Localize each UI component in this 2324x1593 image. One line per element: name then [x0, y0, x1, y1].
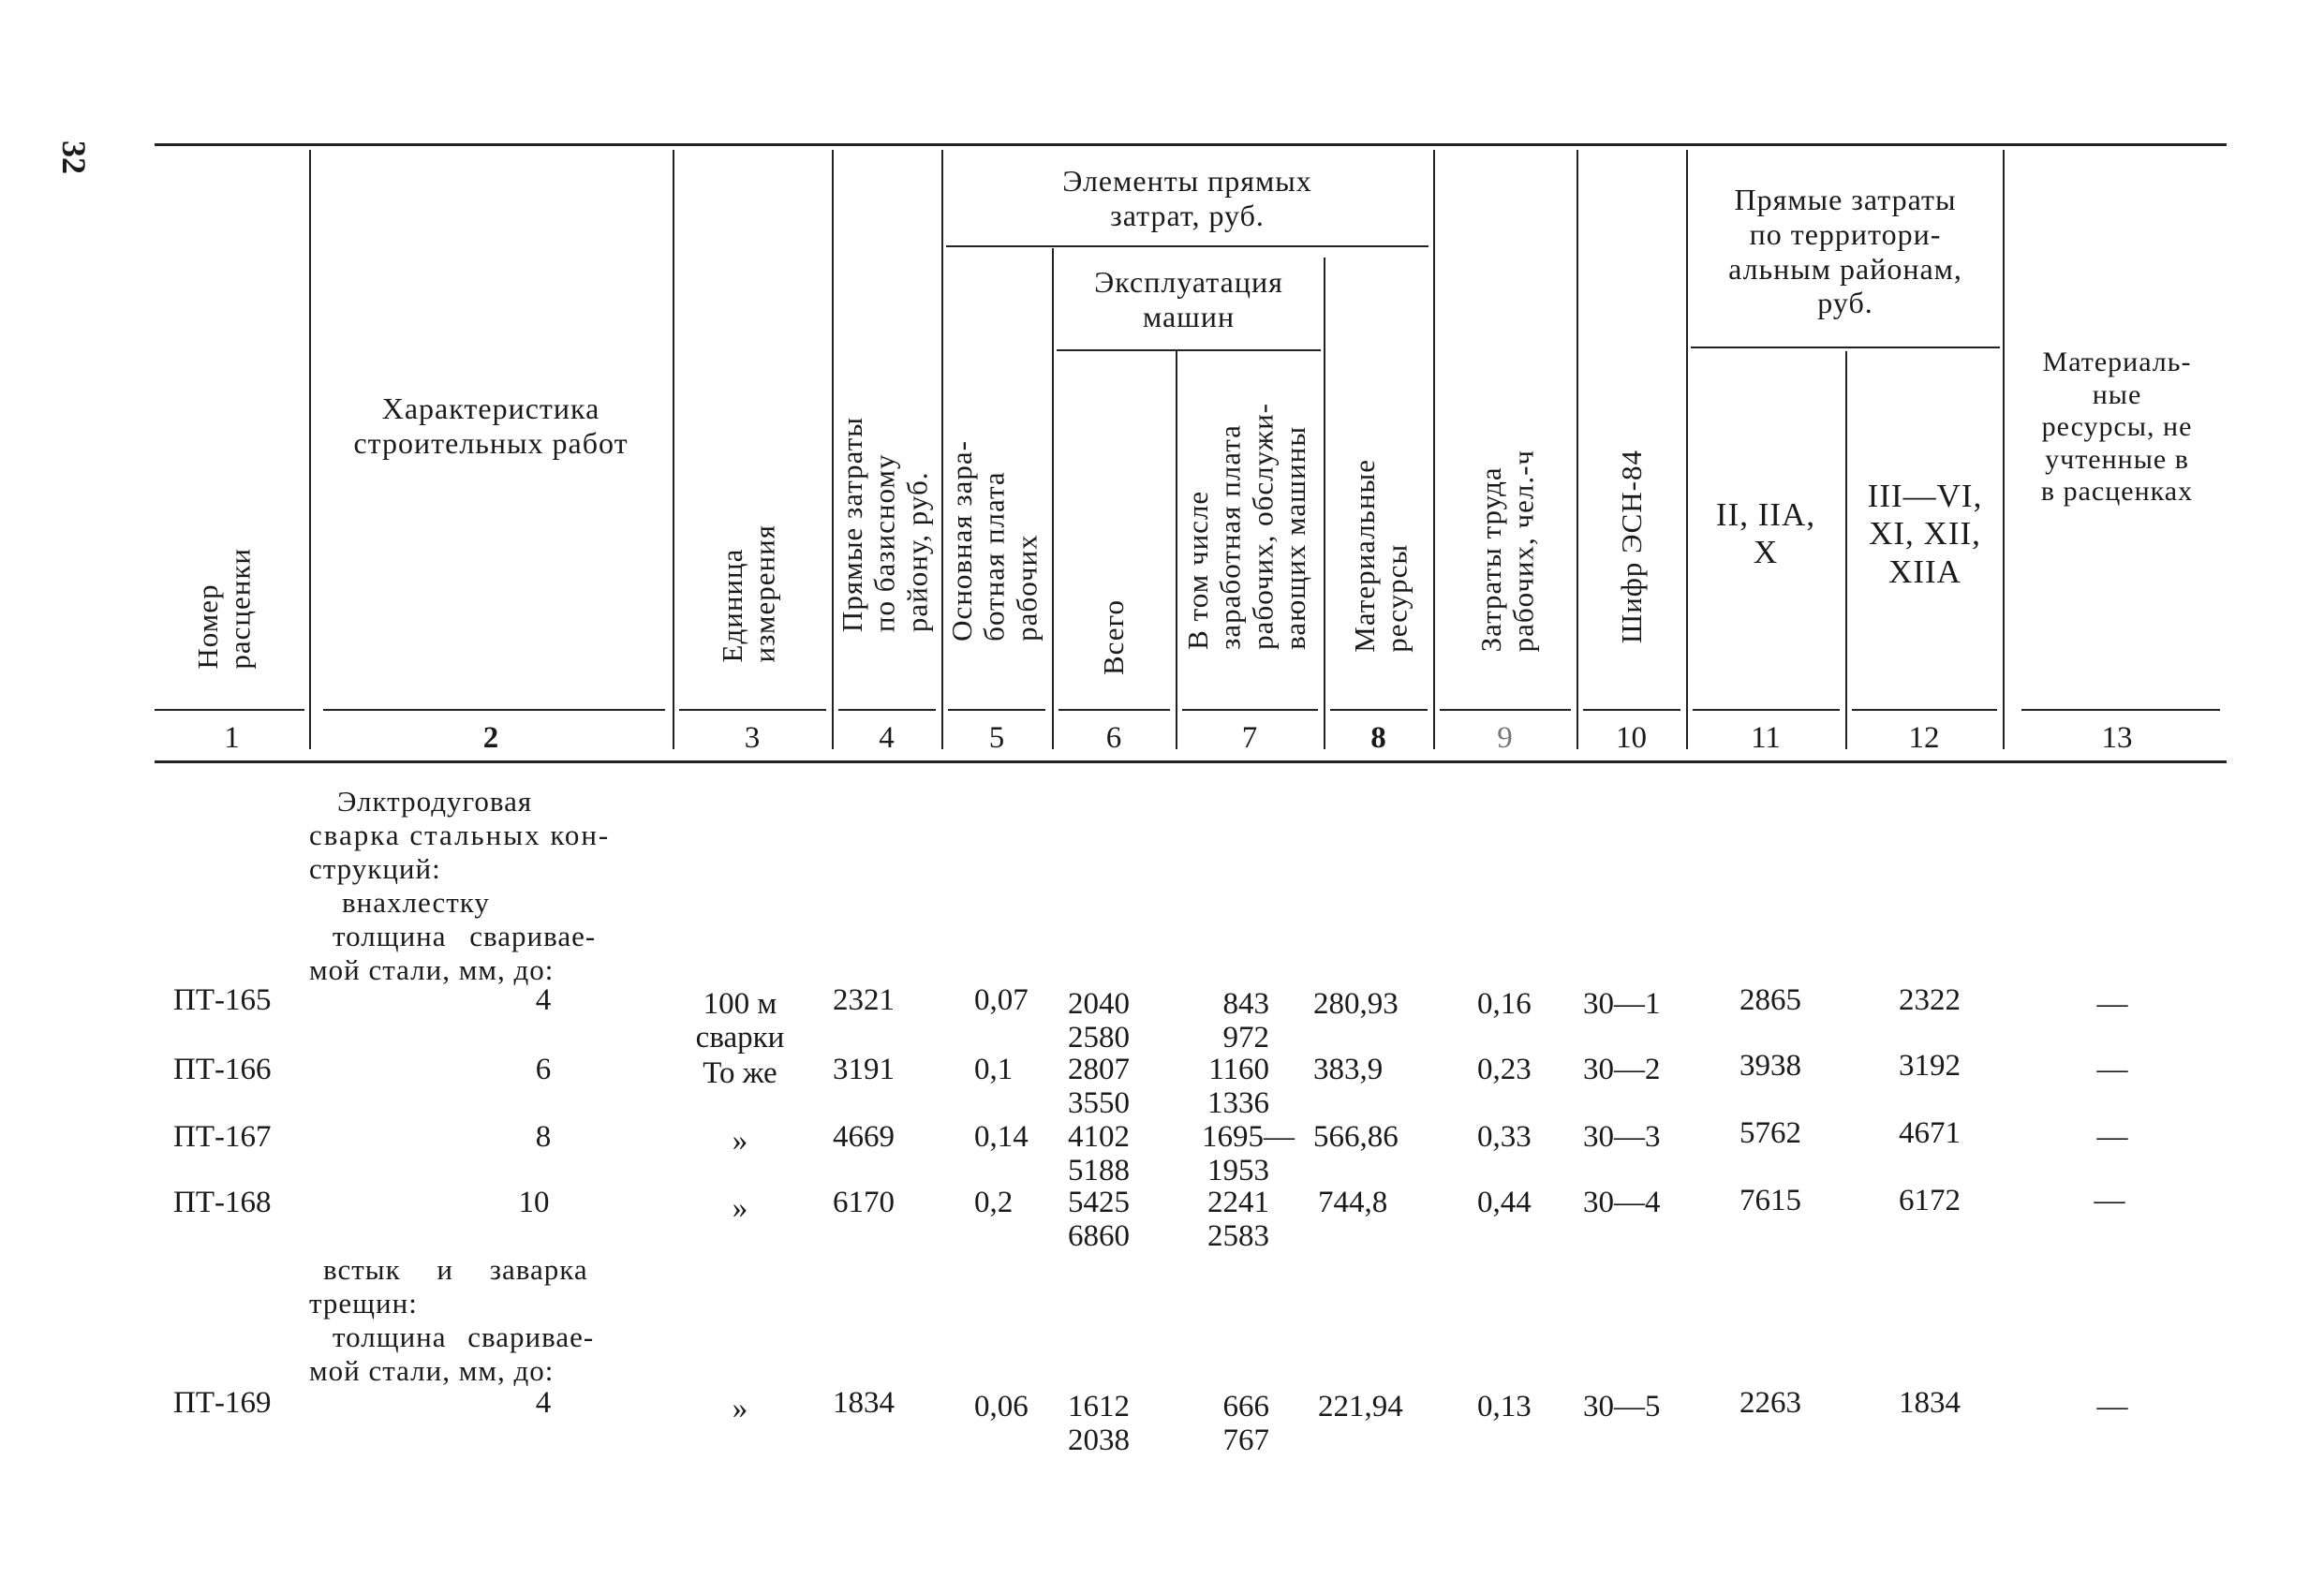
col-number: 2 [482, 721, 499, 755]
header-price-number: Номер расценки [191, 548, 257, 670]
header-machines-wage: В том числе заработная плата рабочих, обслужи- вающих машины [1181, 403, 1312, 650]
direct-cost: 1834 [833, 1386, 895, 1420]
col-sep [309, 150, 311, 749]
header-territorial-group: Прямые затраты по территори- альным районам, руб. [1728, 183, 1962, 320]
header-unit: Единица измерения [716, 524, 781, 663]
base-wage: 0,07 [974, 983, 1029, 1017]
labor-hours: 0,13 [1477, 1390, 1532, 1423]
zone-price-1: 2865 [1739, 983, 1801, 1017]
zone-price-2: 3192 [1899, 1049, 1961, 1083]
territorial-group-rule [1691, 347, 2000, 348]
machines-total: 2040 [1068, 987, 1130, 1021]
col-bottom-rule [1182, 709, 1318, 711]
machines-wage: 1160 [1208, 1053, 1269, 1086]
section1-title [309, 785, 665, 987]
direct-cost: 6170 [833, 1186, 895, 1219]
unaccounted-materials: — [2096, 1053, 2128, 1086]
cipher: 30—4 [1583, 1186, 1661, 1219]
page-number: 32 [55, 140, 93, 174]
section1-line: внахлестку [342, 886, 490, 919]
header-work-characteristics: Характеристика строительных работ [353, 391, 629, 460]
machines-total-line2: 2038 [1068, 1423, 1130, 1457]
header-base-wage: Основная зара- ботная плата рабочих [945, 440, 1044, 642]
zone-price-2: 4671 [1899, 1116, 1961, 1150]
unit: » [732, 1392, 748, 1425]
thickness: 6 [535, 1053, 552, 1086]
col-number: 11 [1751, 721, 1781, 755]
price-code: ПТ-167 [173, 1120, 272, 1154]
col-bottom-rule [155, 709, 304, 711]
section2-line: трещин: [309, 1287, 418, 1320]
header-zone-2: II, IIA, X [1715, 496, 1816, 571]
header-zone-3: III—VI, XI, XII, XIIA [1867, 478, 1983, 590]
materials: 744,8 [1318, 1186, 1388, 1219]
zone-price-2: 2322 [1899, 983, 1961, 1017]
header-elements-group: Элементы прямых затрат, руб. [1062, 164, 1312, 232]
col-sep [1686, 150, 1688, 749]
col-bottom-rule [838, 709, 936, 711]
unaccounted-materials: — [2096, 1120, 2128, 1154]
col-sep [941, 150, 943, 749]
col-number: 9 [1497, 721, 1513, 755]
header-materials: Материальные ресурсы [1348, 459, 1414, 653]
zone-price-1: 3938 [1739, 1049, 1801, 1083]
col-bottom-rule [1330, 709, 1428, 711]
thickness: 4 [535, 983, 552, 1017]
unit: То же [703, 1056, 777, 1090]
base-wage: 0,14 [974, 1120, 1029, 1154]
thickness: 10 [518, 1186, 550, 1219]
table-header-bottom-rule [155, 760, 2227, 763]
direct-cost: 4669 [833, 1120, 895, 1154]
section1-line: струкций: [309, 852, 441, 885]
direct-cost: 2321 [833, 983, 895, 1017]
machines-wage-line2: 1336 [1207, 1086, 1269, 1120]
machines-wage: 1695— [1202, 1120, 1295, 1154]
col-number: 10 [1616, 721, 1647, 755]
header-labor: Затраты труда рабочих, чел.-ч [1474, 450, 1540, 653]
section1-line: Элктродуговая [337, 785, 533, 818]
zone-price-1: 2263 [1739, 1386, 1801, 1420]
col-bottom-rule [323, 709, 665, 711]
header-direct-costs-base: Прямые затраты по базисному району, руб. [836, 417, 934, 633]
section1-line: сварка стальных кон- [309, 819, 611, 851]
price-code: ПТ-166 [173, 1053, 272, 1086]
machines-total: 5425 [1068, 1186, 1130, 1219]
col-number: 5 [988, 721, 1005, 755]
machines-total-line2: 6860 [1068, 1219, 1130, 1253]
price-code: ПТ-169 [173, 1386, 272, 1420]
materials: 280,93 [1313, 987, 1399, 1021]
zone-price-1: 5762 [1739, 1116, 1801, 1150]
header-unaccounted-materials: Материаль- ные ресурсы, не учтенные в в расценках [2040, 347, 2194, 507]
labor-hours: 0,23 [1477, 1053, 1532, 1086]
thickness: 4 [535, 1386, 552, 1420]
machines-total-line2: 3550 [1068, 1086, 1130, 1120]
col-bottom-rule [1058, 709, 1170, 711]
unit: 100 м [703, 987, 777, 1021]
col-number: 1 [224, 721, 240, 755]
machines-wage: 2241 [1207, 1186, 1269, 1219]
machines-total-line2: 2580 [1068, 1021, 1130, 1055]
header-machines-group: Эксплуатация машин [1094, 265, 1283, 333]
base-wage: 0,1 [974, 1053, 1014, 1086]
zone-price-2: 1834 [1899, 1386, 1961, 1420]
unaccounted-materials: — [2094, 1184, 2125, 1217]
machines-wage-line2: 767 [1222, 1423, 1269, 1457]
materials: 566,86 [1313, 1120, 1399, 1154]
price-code: ПТ-165 [173, 983, 272, 1017]
thickness: 8 [535, 1120, 552, 1154]
base-wage: 0,06 [974, 1390, 1029, 1423]
labor-hours: 0,44 [1477, 1186, 1532, 1219]
col-bottom-rule [948, 709, 1045, 711]
col-sep [1433, 150, 1435, 749]
direct-cost: 3191 [833, 1053, 895, 1086]
col-number: 13 [2101, 721, 2133, 755]
col-number: 3 [744, 721, 761, 755]
col-bottom-rule [1440, 709, 1571, 711]
col-sep [1576, 150, 1578, 749]
machines-wage-line2: 1953 [1207, 1154, 1269, 1187]
cipher: 30—2 [1583, 1053, 1661, 1086]
header-machines-total: Всего [1097, 599, 1130, 676]
section2-line: толщина сваривае- [333, 1320, 595, 1353]
elements-group-rule [946, 245, 1428, 247]
unaccounted-materials: — [2096, 987, 2128, 1021]
header-cipher: Шифр ЭСН-84 [1615, 450, 1648, 644]
col-sep [673, 150, 674, 749]
materials: 383,9 [1313, 1053, 1384, 1086]
machines-wage-line2: 2583 [1207, 1219, 1269, 1253]
price-code: ПТ-168 [173, 1186, 272, 1219]
col-bottom-rule [679, 709, 826, 711]
section2-line: мой стали, мм, до: [309, 1354, 555, 1387]
col-number: 6 [1105, 721, 1122, 755]
table-top-rule [155, 143, 2227, 146]
section1-line: толщина сваривае- [333, 920, 597, 952]
section1-line: мой стали, мм, до: [309, 953, 555, 986]
labor-hours: 0,16 [1477, 987, 1532, 1021]
zone-price-2: 6172 [1899, 1184, 1961, 1217]
section2-line: встык и заварка [323, 1253, 588, 1286]
col-sep [832, 150, 834, 749]
unit: » [732, 1124, 748, 1158]
machines-wage-line2: 972 [1222, 1021, 1269, 1055]
labor-hours: 0,33 [1477, 1120, 1532, 1154]
col-bottom-rule [2021, 709, 2220, 711]
base-wage: 0,2 [974, 1186, 1014, 1219]
col-sep [1052, 248, 1054, 749]
col-number: 12 [1908, 721, 1940, 755]
col-sep [1324, 258, 1325, 749]
col-number: 7 [1241, 721, 1258, 755]
machines-total: 4102 [1068, 1120, 1130, 1154]
unit-line2: сварки [695, 1021, 785, 1055]
machines-total-line2: 5188 [1068, 1154, 1130, 1187]
machines-wage: 843 [1222, 987, 1269, 1021]
zone-price-1: 7615 [1739, 1184, 1801, 1217]
machines-total: 2807 [1068, 1053, 1130, 1086]
col-sep [2003, 150, 2005, 749]
col-number: 8 [1370, 721, 1386, 755]
col-number: 4 [879, 721, 895, 755]
cipher: 30—1 [1583, 987, 1661, 1021]
machines-group-rule [1057, 349, 1321, 351]
cipher: 30—5 [1583, 1390, 1661, 1423]
machines-total: 1612 [1068, 1390, 1130, 1423]
col-bottom-rule [1583, 709, 1680, 711]
section2-title [309, 1253, 665, 1388]
machines-wage: 666 [1222, 1390, 1269, 1423]
unit: » [732, 1191, 748, 1225]
col-bottom-rule [1693, 709, 1840, 711]
col-sep [1845, 351, 1847, 749]
cipher: 30—3 [1583, 1120, 1661, 1154]
col-sep [1176, 351, 1177, 749]
col-bottom-rule [1852, 709, 1997, 711]
unaccounted-materials: — [2096, 1390, 2128, 1423]
materials: 221,94 [1318, 1390, 1403, 1423]
